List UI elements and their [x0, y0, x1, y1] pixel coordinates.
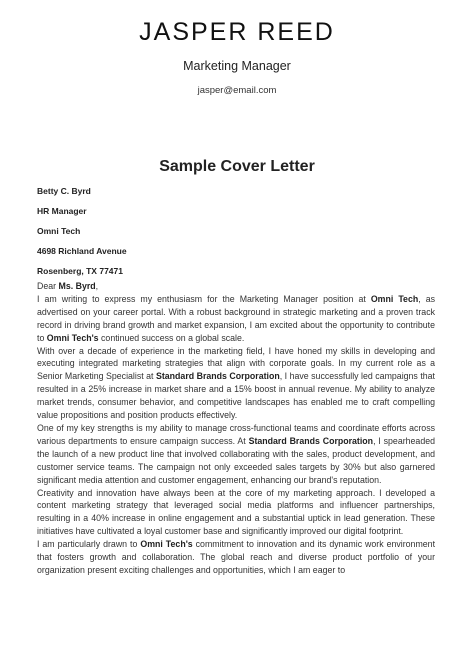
company-name: Omni Tech's [140, 539, 193, 550]
greeting-suffix: , [95, 281, 99, 291]
applicant-email: jasper@email.com [197, 85, 277, 96]
paragraph-experience [37, 345, 435, 422]
paragraph-text: continued success on a global scale. [98, 332, 245, 343]
recipient-street: 4698 Richland Avenue [37, 246, 127, 256]
paragraph-text: , I spearheaded the launch of a new product line that involved collaborating with the sales, product development, and customer service teams. The campaign not only exceeded sales targets by 30% but also garnered significant media attention and customer engagement, enhancing our brand's reputation. [37, 435, 435, 485]
company-name: Omni Tech's [46, 332, 99, 343]
employer-name: Standard Brands Corporation [155, 371, 280, 382]
paragraph-text: I am particularly drawn to [37, 539, 141, 550]
employer-name: Standard Brands Corporation [248, 435, 374, 446]
paragraph-text: I am writing to express my enthusiasm for the Marketing Manager position at [37, 293, 371, 304]
paragraph-intro [37, 293, 435, 345]
paragraph-creativity: Creativity and innovation have always been at the core of my marketing approach. I developed a content marketing strategy that leveraged social media platforms and influencer partnerships, resulting in a 40% increase in online engagement and a substantial uptick in lead generation. These initiatives have cultivated a loyal customer base and significantly improved our digital footprint. [37, 487, 435, 537]
letter-title: Sample Cover Letter [159, 158, 315, 175]
recipient-title: HR Manager [37, 206, 87, 216]
greeting-prefix: Dear [37, 281, 59, 291]
applicant-role: Marketing Manager [183, 59, 291, 73]
greeting-recipient: Ms. Byrd [58, 281, 96, 291]
recipient-city: Rosenberg, TX 77471 [37, 266, 123, 276]
paragraph-text: commitment to innovation and its dynamic work environment that fosters growth and collaboration. The global reach and diverse product portfolio of your organization present exciting challenges and opportunities, which I am eager to [37, 539, 436, 575]
paragraph-text: , as advertised on your career portal. With a robust background in strategic marketing and a proven track record in driving brand growth and market expansion, I am excited about the opportunity to contribute to [37, 293, 435, 343]
paragraph-text: One of my key strengths is my ability to manage cross-functional teams and coordinate efforts across various departments to ensure campaign success. At [37, 422, 435, 446]
applicant-name: JASPER REED [139, 18, 335, 46]
paragraph-text: With over a decade of experience in the marketing field, I have honed my skills in developing and executing integrated marketing strategies that align with corporate goals. In my current role as a Senior Marketing Specialist at [37, 345, 435, 382]
company-name: Omni Tech [370, 293, 419, 304]
paragraph-strengths [37, 422, 435, 487]
paragraph-text: , I have successfully led campaigns that resulted in a 25% increase in market share and a 15% boost in annual revenue. My ability to analyze market trends, consumer behavior, and competitive landscapes has enabled me to craft compelling value propositions and position products effectively. [37, 371, 435, 421]
paragraph-motivation [37, 538, 435, 577]
letter-body [37, 280, 435, 577]
greeting [37, 280, 435, 293]
recipient-name: Betty C. Byrd [37, 186, 91, 196]
recipient-company: Omni Tech [37, 226, 81, 236]
